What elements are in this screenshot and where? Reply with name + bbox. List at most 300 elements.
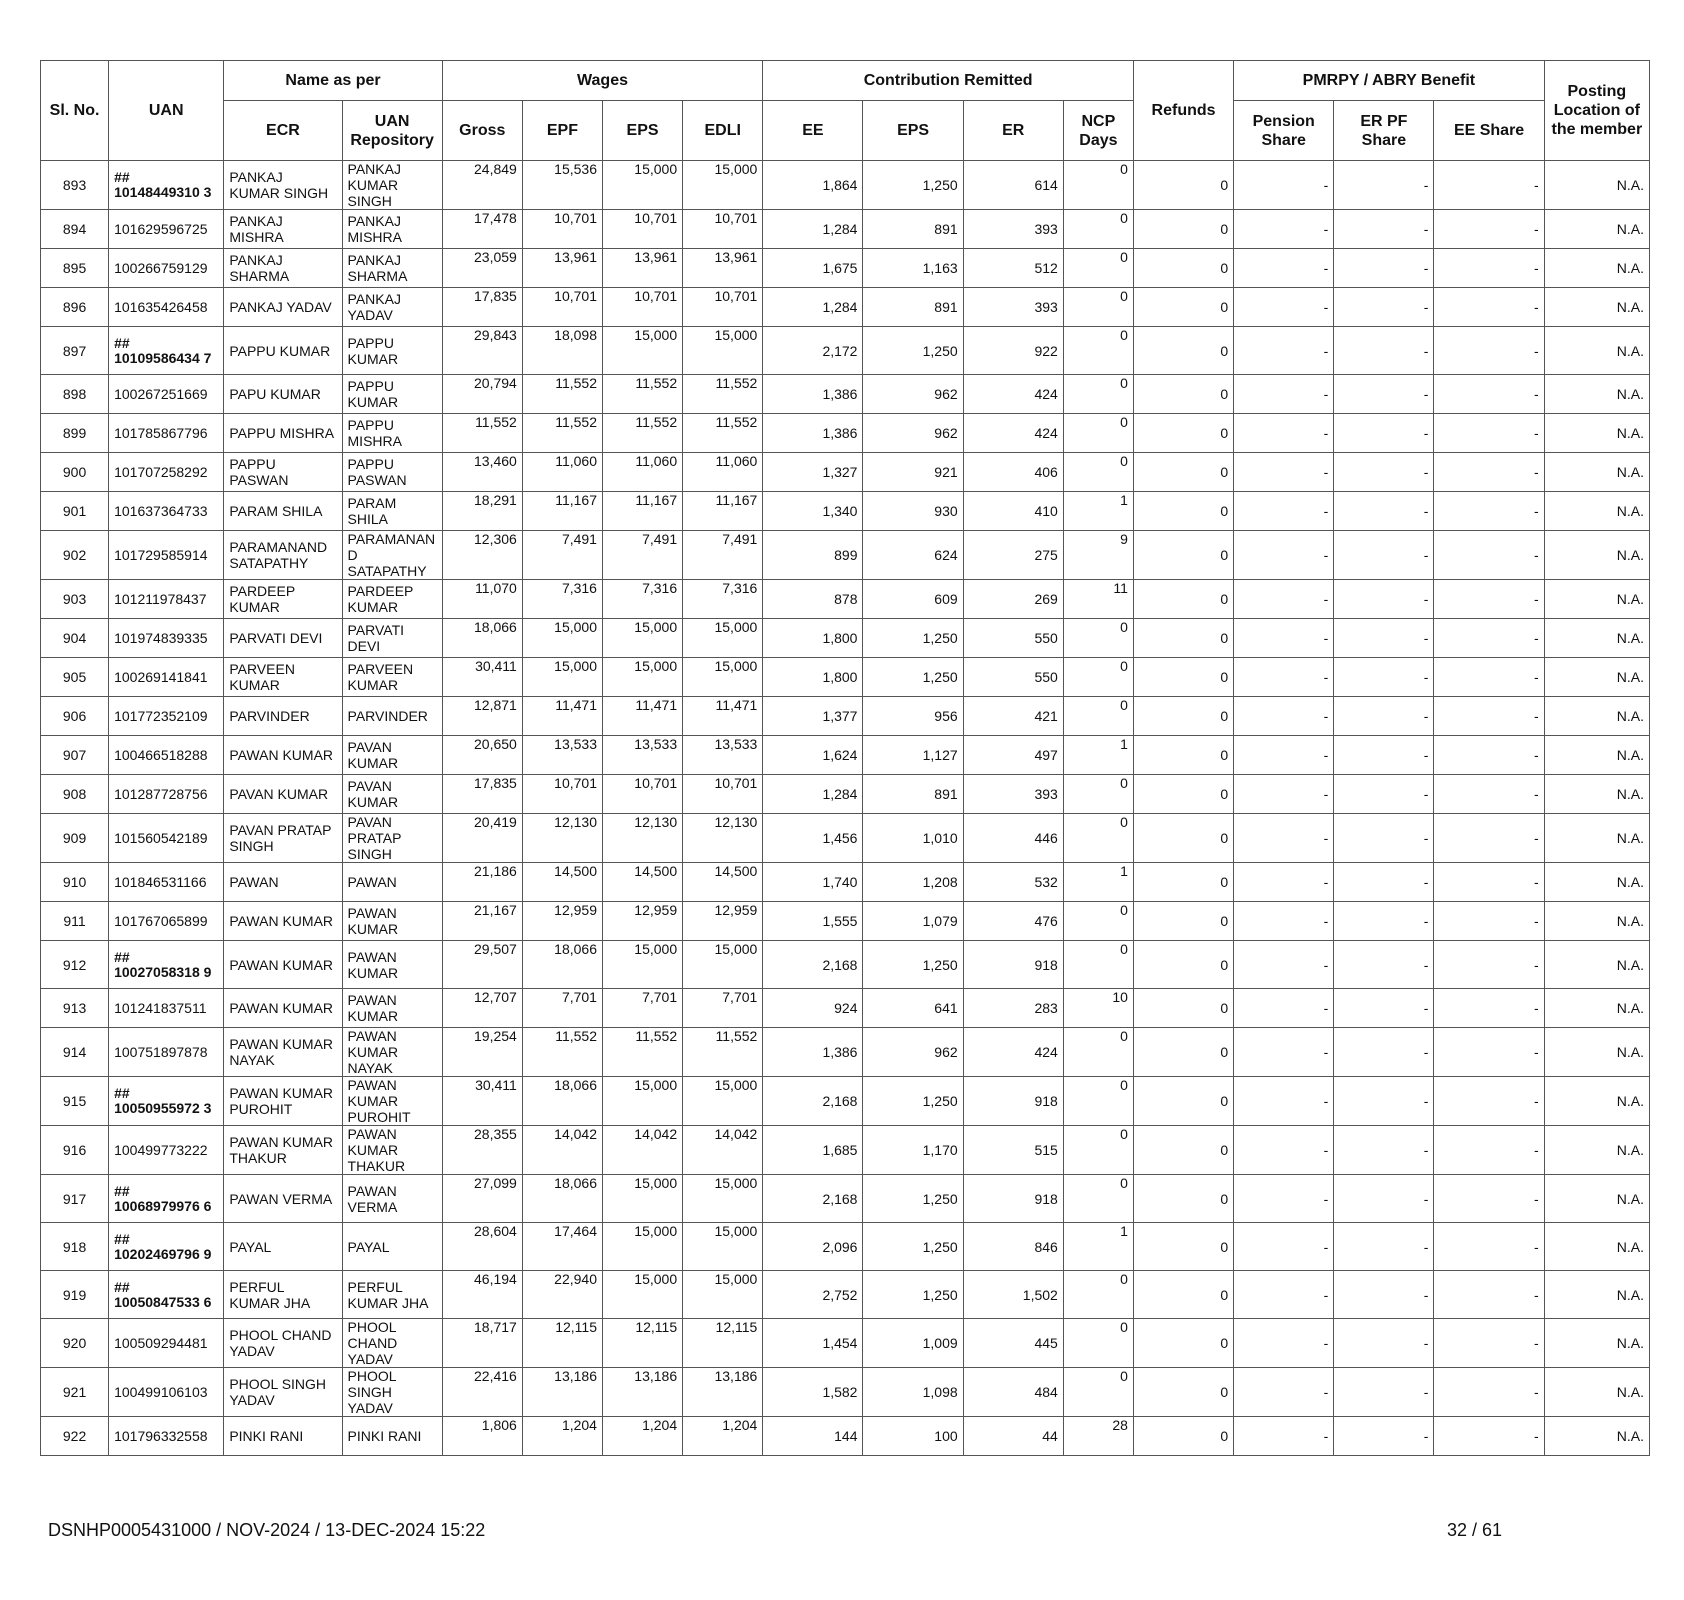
cell-uan: 101707258292 [109, 453, 224, 492]
cell-ncp-days: 0 [1063, 327, 1133, 375]
cell-uan: ## 10109586434 7 [109, 327, 224, 375]
cell-er-pf-share: - [1334, 453, 1434, 492]
cell-epf-wages: 18,066 [522, 1077, 602, 1126]
cell-uan-repository-name: PAWAN KUMAR [342, 941, 442, 989]
cell-ee-share: - [1434, 902, 1544, 941]
cell-ee-share: - [1434, 1077, 1544, 1126]
table-row [41, 941, 1650, 989]
cell-ncp-days: 0 [1063, 1319, 1133, 1368]
cell-ncp-days: 10 [1063, 989, 1133, 1028]
cell-refunds: 0 [1133, 814, 1233, 863]
cell-refunds: 0 [1133, 863, 1233, 902]
cell-edli-wages: 12,959 [683, 902, 763, 941]
cell-sl-no: 900 [41, 453, 109, 492]
cell-eps-contribution: 1,079 [863, 902, 963, 941]
header-gross: Gross [442, 101, 522, 161]
header-ee-share: EE Share [1434, 101, 1544, 161]
cell-eps-contribution: 891 [863, 210, 963, 249]
cell-eps-contribution: 962 [863, 414, 963, 453]
cell-ee: 1,456 [763, 814, 863, 863]
cell-ee: 924 [763, 989, 863, 1028]
cell-refunds: 0 [1133, 736, 1233, 775]
cell-edli-wages: 13,533 [683, 736, 763, 775]
cell-epf-wages: 14,042 [522, 1126, 602, 1175]
cell-posting-location: N.A. [1544, 902, 1649, 941]
cell-er-pf-share: - [1334, 775, 1434, 814]
cell-eps-wages: 15,000 [602, 1175, 682, 1223]
cell-eps-contribution: 921 [863, 453, 963, 492]
cell-epf-wages: 10,701 [522, 210, 602, 249]
cell-refunds: 0 [1133, 210, 1233, 249]
header-uan: UAN [109, 61, 224, 161]
cell-eps-wages: 12,115 [602, 1319, 682, 1368]
cell-eps-wages: 13,533 [602, 736, 682, 775]
cell-gross: 11,552 [442, 414, 522, 453]
cell-ecr-name: PARVATI DEVI [224, 619, 342, 658]
cell-posting-location: N.A. [1544, 1077, 1649, 1126]
cell-ee-share: - [1434, 249, 1544, 288]
cell-uan: 101241837511 [109, 989, 224, 1028]
cell-uan: 101560542189 [109, 814, 224, 863]
cell-eps-contribution: 1,250 [863, 161, 963, 210]
header-wages: Wages [442, 61, 763, 101]
cell-ecr-name: PAWAN KUMAR THAKUR [224, 1126, 342, 1175]
table-row [41, 580, 1650, 619]
cell-uan-repository-name: PAWAN KUMAR PUROHIT [342, 1077, 442, 1126]
cell-epf-wages: 12,130 [522, 814, 602, 863]
cell-ncp-days: 0 [1063, 619, 1133, 658]
cell-uan: 100266759129 [109, 249, 224, 288]
cell-ee-share: - [1434, 1126, 1544, 1175]
cell-uan: 101287728756 [109, 775, 224, 814]
cell-er: 406 [963, 453, 1063, 492]
cell-pension-share: - [1234, 658, 1334, 697]
cell-posting-location: N.A. [1544, 941, 1649, 989]
cell-posting-location: N.A. [1544, 658, 1649, 697]
cell-ee: 878 [763, 580, 863, 619]
cell-pension-share: - [1234, 375, 1334, 414]
table-row [41, 1223, 1650, 1271]
cell-eps-wages: 11,552 [602, 414, 682, 453]
cell-uan-repository-name: PAWAN KUMAR [342, 902, 442, 941]
cell-ee: 1,340 [763, 492, 863, 531]
cell-ee-share: - [1434, 1028, 1544, 1077]
cell-ncp-days: 0 [1063, 453, 1133, 492]
cell-epf-wages: 15,000 [522, 619, 602, 658]
cell-uan: 101785867796 [109, 414, 224, 453]
cell-sl-no: 911 [41, 902, 109, 941]
table-row [41, 1175, 1650, 1223]
cell-eps-wages: 15,000 [602, 619, 682, 658]
cell-epf-wages: 18,098 [522, 327, 602, 375]
table-row [41, 1368, 1650, 1417]
cell-sl-no: 922 [41, 1417, 109, 1456]
cell-ee: 1,284 [763, 775, 863, 814]
cell-ee: 1,386 [763, 375, 863, 414]
header-epf: EPF [522, 101, 602, 161]
cell-refunds: 0 [1133, 531, 1233, 580]
cell-eps-contribution: 1,250 [863, 1175, 963, 1223]
cell-edli-wages: 14,042 [683, 1126, 763, 1175]
cell-ecr-name: PARAMANAND SATAPATHY [224, 531, 342, 580]
cell-refunds: 0 [1133, 1028, 1233, 1077]
cell-uan: 101846531166 [109, 863, 224, 902]
cell-gross: 24,849 [442, 161, 522, 210]
cell-pension-share: - [1234, 1028, 1334, 1077]
cell-ncp-days: 0 [1063, 210, 1133, 249]
cell-ecr-name: PERFUL KUMAR JHA [224, 1271, 342, 1319]
cell-epf-wages: 13,186 [522, 1368, 602, 1417]
table-row [41, 1077, 1650, 1126]
cell-eps-contribution: 891 [863, 775, 963, 814]
cell-er: 918 [963, 1175, 1063, 1223]
cell-posting-location: N.A. [1544, 697, 1649, 736]
cell-er-pf-share: - [1334, 531, 1434, 580]
cell-gross: 21,186 [442, 863, 522, 902]
cell-epf-wages: 11,471 [522, 697, 602, 736]
cell-edli-wages: 11,060 [683, 453, 763, 492]
cell-pension-share: - [1234, 902, 1334, 941]
table-row [41, 414, 1650, 453]
table-row [41, 902, 1650, 941]
cell-er: 918 [963, 941, 1063, 989]
cell-eps-contribution: 1,170 [863, 1126, 963, 1175]
cell-pension-share: - [1234, 1175, 1334, 1223]
header-eps-wages: EPS [602, 101, 682, 161]
cell-uan: 100499106103 [109, 1368, 224, 1417]
cell-epf-wages: 10,701 [522, 775, 602, 814]
cell-refunds: 0 [1133, 288, 1233, 327]
cell-gross: 29,843 [442, 327, 522, 375]
cell-uan: 101629596725 [109, 210, 224, 249]
cell-eps-contribution: 641 [863, 989, 963, 1028]
cell-ncp-days: 0 [1063, 902, 1133, 941]
cell-gross: 12,871 [442, 697, 522, 736]
cell-refunds: 0 [1133, 1126, 1233, 1175]
table-row [41, 327, 1650, 375]
cell-pension-share: - [1234, 1126, 1334, 1175]
cell-pension-share: - [1234, 414, 1334, 453]
cell-ee: 1,555 [763, 902, 863, 941]
cell-ncp-days: 0 [1063, 1368, 1133, 1417]
cell-epf-wages: 18,066 [522, 1175, 602, 1223]
cell-eps-contribution: 1,009 [863, 1319, 963, 1368]
cell-ncp-days: 0 [1063, 1028, 1133, 1077]
cell-ee: 144 [763, 1417, 863, 1456]
cell-pension-share: - [1234, 453, 1334, 492]
cell-posting-location: N.A. [1544, 619, 1649, 658]
cell-edli-wages: 15,000 [683, 941, 763, 989]
cell-refunds: 0 [1133, 1368, 1233, 1417]
cell-refunds: 0 [1133, 658, 1233, 697]
cell-pension-share: - [1234, 327, 1334, 375]
cell-posting-location: N.A. [1544, 863, 1649, 902]
cell-ecr-name: PARAM SHILA [224, 492, 342, 531]
cell-uan-repository-name: PANKAJ MISHRA [342, 210, 442, 249]
cell-posting-location: N.A. [1544, 531, 1649, 580]
cell-gross: 46,194 [442, 1271, 522, 1319]
cell-ecr-name: PAWAN KUMAR [224, 736, 342, 775]
cell-er: 515 [963, 1126, 1063, 1175]
cell-ee: 1,740 [763, 863, 863, 902]
cell-ecr-name: PARVEEN KUMAR [224, 658, 342, 697]
cell-uan: ## 10202469796 9 [109, 1223, 224, 1271]
cell-ecr-name: PHOOL SINGH YADAV [224, 1368, 342, 1417]
cell-uan-repository-name: PHOOL SINGH YADAV [342, 1368, 442, 1417]
cell-ee-share: - [1434, 414, 1544, 453]
cell-pension-share: - [1234, 1368, 1334, 1417]
cell-ee-share: - [1434, 327, 1544, 375]
cell-er-pf-share: - [1334, 941, 1434, 989]
cell-posting-location: N.A. [1544, 161, 1649, 210]
cell-pension-share: - [1234, 1271, 1334, 1319]
table-body [41, 161, 1650, 1456]
cell-er: 424 [963, 375, 1063, 414]
cell-ee: 1,454 [763, 1319, 863, 1368]
cell-sl-no: 896 [41, 288, 109, 327]
cell-sl-no: 895 [41, 249, 109, 288]
cell-gross: 13,460 [442, 453, 522, 492]
cell-epf-wages: 10,701 [522, 288, 602, 327]
cell-epf-wages: 22,940 [522, 1271, 602, 1319]
cell-sl-no: 915 [41, 1077, 109, 1126]
cell-refunds: 0 [1133, 775, 1233, 814]
cell-uan-repository-name: PINKI RANI [342, 1417, 442, 1456]
cell-eps-contribution: 1,127 [863, 736, 963, 775]
cell-eps-contribution: 962 [863, 1028, 963, 1077]
cell-er: 44 [963, 1417, 1063, 1456]
cell-sl-no: 920 [41, 1319, 109, 1368]
cell-ee: 1,327 [763, 453, 863, 492]
cell-gross: 19,254 [442, 1028, 522, 1077]
cell-pension-share: - [1234, 697, 1334, 736]
cell-eps-wages: 10,701 [602, 288, 682, 327]
table-row [41, 697, 1650, 736]
cell-er-pf-share: - [1334, 1417, 1434, 1456]
cell-pension-share: - [1234, 814, 1334, 863]
cell-er-pf-share: - [1334, 375, 1434, 414]
header-eps-contribution: EPS [863, 101, 963, 161]
cell-eps-contribution: 1,250 [863, 327, 963, 375]
table-row [41, 1319, 1650, 1368]
cell-eps-wages: 13,961 [602, 249, 682, 288]
cell-sl-no: 914 [41, 1028, 109, 1077]
cell-pension-share: - [1234, 492, 1334, 531]
cell-ecr-name: PAWAN KUMAR NAYAK [224, 1028, 342, 1077]
cell-edli-wages: 11,552 [683, 1028, 763, 1077]
cell-posting-location: N.A. [1544, 1126, 1649, 1175]
cell-ee-share: - [1434, 161, 1544, 210]
cell-ncp-days: 0 [1063, 288, 1133, 327]
cell-eps-contribution: 962 [863, 375, 963, 414]
cell-er-pf-share: - [1334, 1368, 1434, 1417]
cell-er: 476 [963, 902, 1063, 941]
cell-er: 410 [963, 492, 1063, 531]
cell-uan: 100499773222 [109, 1126, 224, 1175]
cell-pension-share: - [1234, 775, 1334, 814]
cell-sl-no: 901 [41, 492, 109, 531]
cell-eps-wages: 15,000 [602, 1077, 682, 1126]
cell-eps-wages: 13,186 [602, 1368, 682, 1417]
cell-ncp-days: 0 [1063, 1175, 1133, 1223]
cell-refunds: 0 [1133, 414, 1233, 453]
cell-sl-no: 908 [41, 775, 109, 814]
cell-gross: 20,650 [442, 736, 522, 775]
cell-ee-share: - [1434, 531, 1544, 580]
cell-er: 922 [963, 327, 1063, 375]
cell-er: 532 [963, 863, 1063, 902]
cell-eps-contribution: 624 [863, 531, 963, 580]
cell-refunds: 0 [1133, 619, 1233, 658]
cell-ee-share: - [1434, 1175, 1544, 1223]
cell-eps-contribution: 100 [863, 1417, 963, 1456]
cell-ecr-name: PAWAN KUMAR [224, 989, 342, 1028]
cell-epf-wages: 13,533 [522, 736, 602, 775]
cell-ee-share: - [1434, 210, 1544, 249]
cell-refunds: 0 [1133, 453, 1233, 492]
cell-ecr-name: PAWAN VERMA [224, 1175, 342, 1223]
cell-epf-wages: 11,552 [522, 375, 602, 414]
cell-edli-wages: 7,491 [683, 531, 763, 580]
cell-sl-no: 910 [41, 863, 109, 902]
cell-uan-repository-name: PARVINDER [342, 697, 442, 736]
cell-refunds: 0 [1133, 249, 1233, 288]
table-row [41, 619, 1650, 658]
cell-ee-share: - [1434, 697, 1544, 736]
cell-gross: 12,306 [442, 531, 522, 580]
cell-eps-wages: 10,701 [602, 775, 682, 814]
cell-er: 846 [963, 1223, 1063, 1271]
table-row [41, 658, 1650, 697]
cell-uan-repository-name: PANKAJ KUMAR SINGH [342, 161, 442, 210]
header-contribution-remitted: Contribution Remitted [763, 61, 1134, 101]
cell-refunds: 0 [1133, 580, 1233, 619]
header-posting-location: Posting Location of the member [1544, 61, 1649, 161]
cell-ee-share: - [1434, 658, 1544, 697]
cell-er: 512 [963, 249, 1063, 288]
cell-gross: 17,835 [442, 775, 522, 814]
cell-ee-share: - [1434, 863, 1544, 902]
table-row [41, 161, 1650, 210]
cell-eps-wages: 10,701 [602, 210, 682, 249]
cell-uan: 100509294481 [109, 1319, 224, 1368]
cell-uan-repository-name: PANKAJ SHARMA [342, 249, 442, 288]
cell-sl-no: 898 [41, 375, 109, 414]
cell-epf-wages: 7,701 [522, 989, 602, 1028]
cell-sl-no: 893 [41, 161, 109, 210]
cell-posting-location: N.A. [1544, 1271, 1649, 1319]
cell-sl-no: 899 [41, 414, 109, 453]
header-er-pf-share: ER PF Share [1334, 101, 1434, 161]
cell-ecr-name: PARVINDER [224, 697, 342, 736]
header-name-as-per: Name as per [224, 61, 442, 101]
cell-ncp-days: 0 [1063, 414, 1133, 453]
cell-edli-wages: 15,000 [683, 619, 763, 658]
cell-refunds: 0 [1133, 1175, 1233, 1223]
cell-ecr-name: PAPPU PASWAN [224, 453, 342, 492]
cell-er: 918 [963, 1077, 1063, 1126]
cell-uan: 101974839335 [109, 619, 224, 658]
cell-eps-contribution: 956 [863, 697, 963, 736]
cell-epf-wages: 14,500 [522, 863, 602, 902]
cell-ncp-days: 0 [1063, 249, 1133, 288]
cell-ee: 2,168 [763, 1077, 863, 1126]
cell-uan: ## 10050847533 6 [109, 1271, 224, 1319]
cell-ee-share: - [1434, 1368, 1544, 1417]
cell-sl-no: 919 [41, 1271, 109, 1319]
cell-pension-share: - [1234, 210, 1334, 249]
cell-posting-location: N.A. [1544, 1223, 1649, 1271]
table-row [41, 1417, 1650, 1456]
cell-edli-wages: 15,000 [683, 161, 763, 210]
cell-posting-location: N.A. [1544, 327, 1649, 375]
cell-refunds: 0 [1133, 989, 1233, 1028]
cell-ecr-name: PAVAN PRATAP SINGH [224, 814, 342, 863]
header-ecr: ECR [224, 101, 342, 161]
cell-er: 1,502 [963, 1271, 1063, 1319]
cell-eps-contribution: 1,010 [863, 814, 963, 863]
cell-sl-no: 906 [41, 697, 109, 736]
cell-posting-location: N.A. [1544, 414, 1649, 453]
cell-ee-share: - [1434, 814, 1544, 863]
cell-ee-share: - [1434, 1223, 1544, 1271]
cell-uan-repository-name: PAWAN KUMAR [342, 989, 442, 1028]
cell-uan-repository-name: PAPPU KUMAR [342, 327, 442, 375]
cell-edli-wages: 12,115 [683, 1319, 763, 1368]
cell-uan: ## 10050955972 3 [109, 1077, 224, 1126]
cell-sl-no: 905 [41, 658, 109, 697]
cell-uan: 100267251669 [109, 375, 224, 414]
cell-epf-wages: 7,491 [522, 531, 602, 580]
table-row [41, 492, 1650, 531]
cell-ncp-days: 0 [1063, 814, 1133, 863]
cell-ee: 1,675 [763, 249, 863, 288]
cell-uan-repository-name: PAWAN VERMA [342, 1175, 442, 1223]
cell-ecr-name: PAWAN KUMAR PUROHIT [224, 1077, 342, 1126]
cell-ecr-name: PANKAJ MISHRA [224, 210, 342, 249]
cell-ee-share: - [1434, 1271, 1544, 1319]
cell-pension-share: - [1234, 161, 1334, 210]
cell-er-pf-share: - [1334, 327, 1434, 375]
header-ee: EE [763, 101, 863, 161]
cell-er: 550 [963, 658, 1063, 697]
cell-gross: 17,478 [442, 210, 522, 249]
cell-ecr-name: PAVAN KUMAR [224, 775, 342, 814]
cell-edli-wages: 10,701 [683, 288, 763, 327]
cell-pension-share: - [1234, 531, 1334, 580]
cell-ee: 1,864 [763, 161, 863, 210]
cell-epf-wages: 11,552 [522, 1028, 602, 1077]
cell-uan: 100751897878 [109, 1028, 224, 1077]
cell-uan: ## 10068979976 6 [109, 1175, 224, 1223]
cell-edli-wages: 15,000 [683, 1175, 763, 1223]
cell-sl-no: 916 [41, 1126, 109, 1175]
cell-er: 421 [963, 697, 1063, 736]
cell-ecr-name: PANKAJ YADAV [224, 288, 342, 327]
cell-ecr-name: PAPPU KUMAR [224, 327, 342, 375]
cell-edli-wages: 15,000 [683, 658, 763, 697]
cell-sl-no: 909 [41, 814, 109, 863]
header-ncp-days: NCP Days [1063, 101, 1133, 161]
cell-er: 275 [963, 531, 1063, 580]
header-er: ER [963, 101, 1063, 161]
cell-eps-contribution: 1,250 [863, 1271, 963, 1319]
cell-ncp-days: 9 [1063, 531, 1133, 580]
cell-gross: 28,604 [442, 1223, 522, 1271]
cell-edli-wages: 11,167 [683, 492, 763, 531]
cell-epf-wages: 11,167 [522, 492, 602, 531]
cell-refunds: 0 [1133, 492, 1233, 531]
